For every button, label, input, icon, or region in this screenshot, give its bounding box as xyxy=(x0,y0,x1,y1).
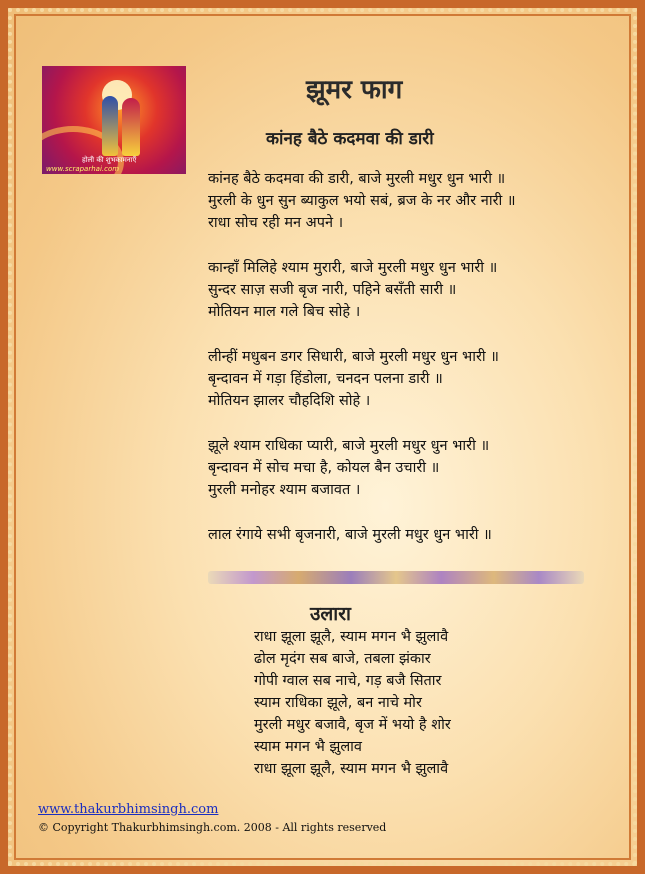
banner-figure-krishna xyxy=(102,96,118,156)
banner-caption: होली की शुभकामनाएँ xyxy=(82,156,137,164)
poem-line: कांनह बैठे कदमवा की डारी, बाजे मुरली मधुर धुन भारी ॥ xyxy=(208,171,506,187)
stanza-4 xyxy=(208,435,516,501)
ulara-line: गोपी ग्वाल सब नाचे, गड़ बजै सितार xyxy=(254,673,442,689)
stanza-1 xyxy=(208,168,516,234)
poem-line: सुन्दर साज़ सजी बृज नारी, पहिने बसँती सारी ॥ xyxy=(208,282,457,298)
poem-line: बृन्दावन में गड़ा हिंडोला, चनदन पलना डारी ॥ xyxy=(208,371,443,387)
ulara-line: राधा झूला झूलै, स्याम मगन भै झुलावै xyxy=(254,629,449,645)
decorative-divider xyxy=(208,571,584,584)
poem-line: बृन्दावन में सोच मचा है, कोयल बैन उचारी ॥ xyxy=(208,460,440,476)
ulara-line: राधा झूला झूलै, स्याम मगन भै झुलावै xyxy=(254,761,449,777)
poem-line: झूले श्याम राधिका प्यारी, बाजे मुरली मधुर धुन भारी ॥ xyxy=(208,438,490,454)
poem-line: मुरली के धुन सुन ब्याकुल भयो सबं, ब्रज के नर और नारी ॥ xyxy=(208,193,516,209)
ulara-line: स्याम मगन भै झुलाव xyxy=(254,739,362,755)
poem-line: लीन्हीं मधुबन डगर सिधारी, बाजे मुरली मधुर धुन भारी ॥ xyxy=(208,349,499,365)
ulara-line: स्याम राधिका झूले, बन नाचे मोर xyxy=(254,695,422,711)
poem-line: मुरली मनोहर श्याम बजावत । xyxy=(208,482,361,498)
ulara-line: ढोल मृदंग सब बाजे, तबला झंकार xyxy=(254,651,431,667)
poem-line: राधा सोच रही मन अपने । xyxy=(208,215,344,231)
poem-line: मोतियन माल गले बिच सोहे । xyxy=(208,304,361,320)
stanza-5 xyxy=(208,524,516,546)
poem-subtitle: कांनह बैठे कदमवा की डारी xyxy=(266,129,434,149)
banner-site-caption: www.scraparhai.com xyxy=(46,165,120,173)
copyright-notice: © Copyright Thakurbhimsingh.com. 2008 - All rights reserved xyxy=(38,821,387,834)
poem-line: कान्हाँ मिलिहे श्याम मुरारी, बाजे मुरली मधुर धुन भारी ॥ xyxy=(208,260,498,276)
poem-line: लाल रंगाये सभी बृजनारी, बाजे मुरली मधुर धुन भारी ॥ xyxy=(208,527,492,543)
stanza-3 xyxy=(208,346,516,412)
website-link[interactable]: www.thakurbhimsingh.com xyxy=(38,802,219,817)
ulara-body xyxy=(254,626,451,780)
poem-line: मोतियन झालर चौहदिशि सोहे । xyxy=(208,393,371,409)
poem-body xyxy=(208,168,516,569)
banner-figure-radha xyxy=(122,98,140,156)
page-title: झूमर फाग xyxy=(306,75,403,105)
ulara-heading: उलारा xyxy=(310,603,351,625)
ulara-line: मुरली मधुर बजावै, बृज में भयो है शोर xyxy=(254,717,451,733)
stanza-2 xyxy=(208,257,516,323)
holi-banner-image xyxy=(42,66,186,174)
